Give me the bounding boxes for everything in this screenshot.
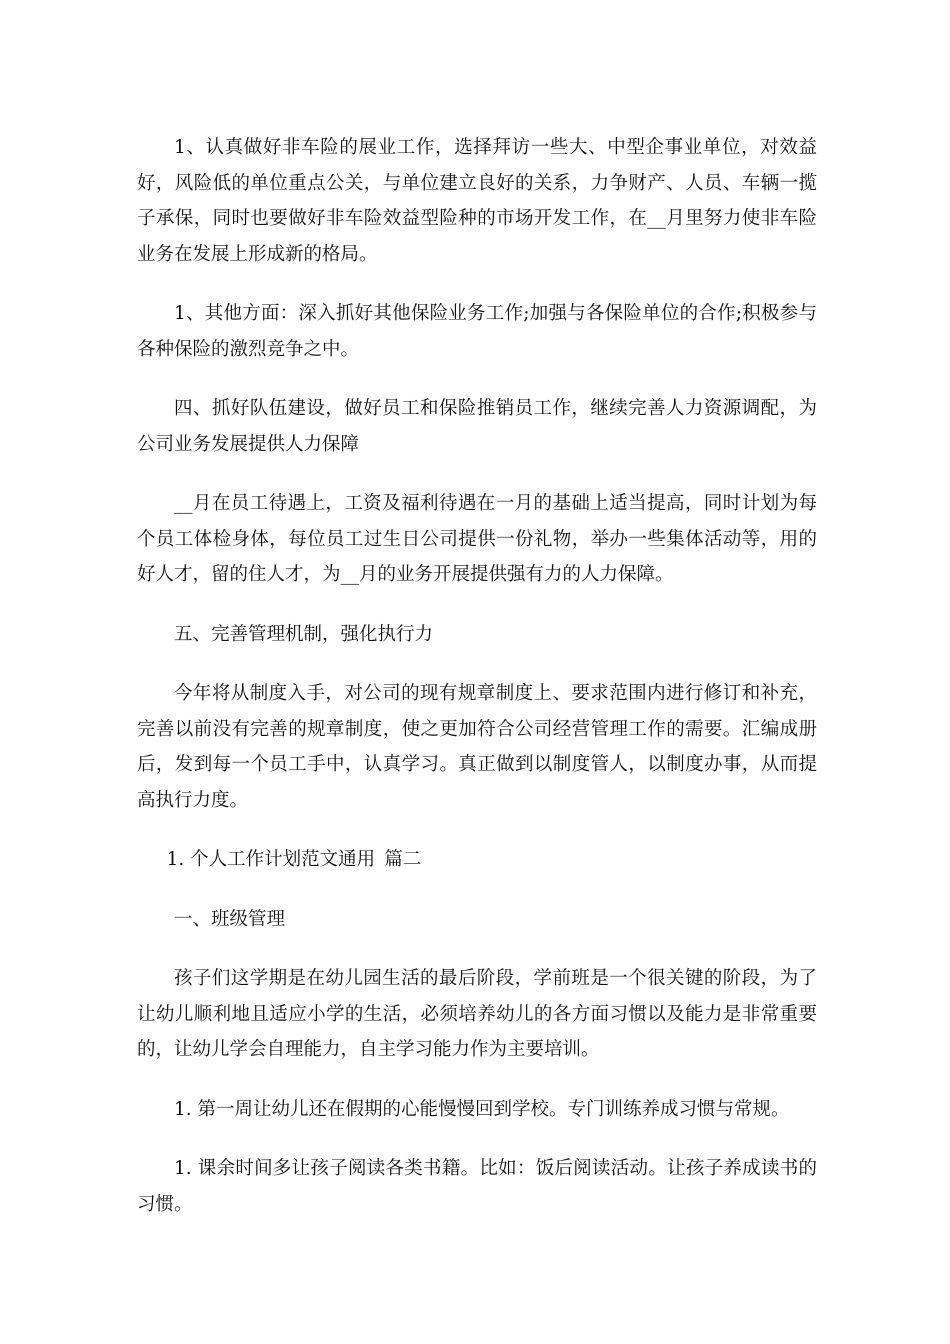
paragraph-reading-habit: 1. 课余时间多让孩子阅读各类书籍。比如：饭后阅读活动。让孩子养成读书的习惯。 — [137, 1158, 817, 1215]
heading-class-management: 一、班级管理 — [174, 908, 286, 930]
heading-team-building: 四、抓好队伍建设，做好员工和保险推销员工作，继续完善人力资源调配，为公司业务发展提供人力保障 — [137, 398, 817, 455]
section-title-suffix: 篇二 — [384, 849, 422, 870]
section-title — [128, 842, 817, 878]
paragraph-other-aspects: 1、其他方面：深入抓好其他保险业务工作;加强与各保险单位的合作;积极参与各种保险的激烈竞争之中。 — [137, 303, 817, 360]
heading-management-mechanism: 五、完善管理机制，强化执行力 — [174, 623, 434, 645]
paragraph-staff-benefits: __月在员工待遇上，工资及福利待遇在一月的基础上适当提高，同时计划为每个员工体检身体，每位员工过生日公司提供一份礼物，举办一些集体活动等，用的好人才，留的住人才，为__月的业务开展提供强有力的人力保障。 — [137, 493, 817, 585]
paragraph-last-stage: 孩子们这学期是在幼儿园生活的最后阶段，学前班是一个很关键的阶段，为了让幼儿顺利地且适应小学的生活，必须培养幼儿的各方面习惯以及能力是非常重要的，让幼儿学会自理能力，自主学习能力作为主要培训。 — [137, 968, 817, 1060]
document-body — [137, 130, 817, 1246]
paragraph-regulations: 今年将从制度入手，对公司的现有规章制度上、要求范围内进行修订和补充，完善以前没有完善的规章制度，使之更加符合公司经营管理工作的需要。汇编成册后，发到每一个员工手中，认真学习。真正做到以制度管人，以制度办事，从而提高执行力度。 — [137, 683, 817, 811]
section-title-text: 1. 个人工作计划范文通用 — [166, 849, 376, 870]
paragraph-first-week: 1. 第一周让幼儿还在假期的心能慢慢回到学校。专门训练养成习惯与常规。 — [174, 1098, 790, 1120]
paragraph-non-auto-insurance: 1、认真做好非车险的展业工作，选择拜访一些大、中型企事业单位，对效益好，风险低的单位重点公关，与单位建立良好的关系，力争财产、人员、车辆一揽子承保，同时也要做好非车险效益型险种的市场开发工作，在__月里努力使非车险业务在发展上形成新的格局。 — [137, 137, 817, 265]
